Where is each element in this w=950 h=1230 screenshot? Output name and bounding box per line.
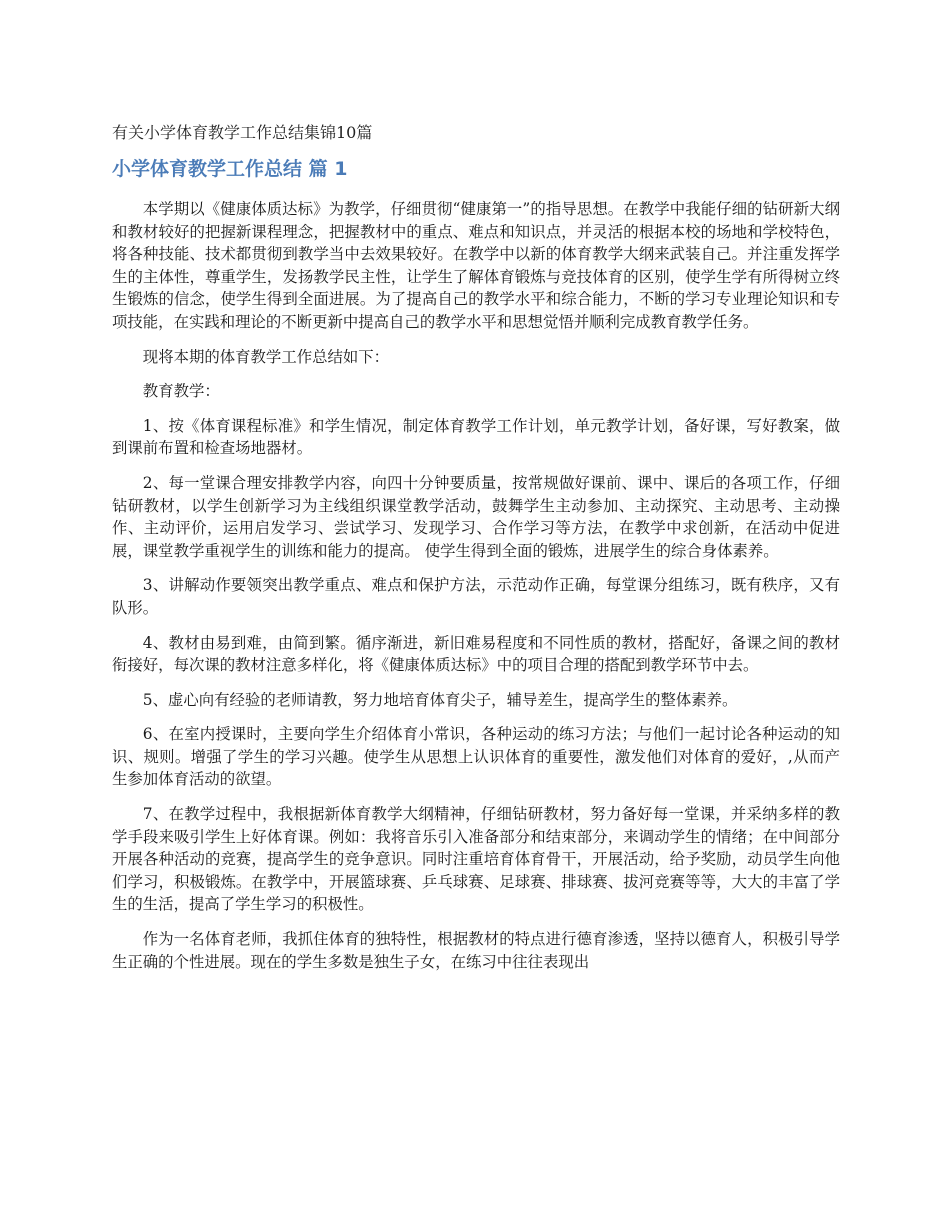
- paragraph-4: 1、按《体育课程标准》和学生情况，制定体育教学工作计划，单元教学计划，备好课，写好教案，做到课前布置和检查场地器材。: [112, 416, 840, 458]
- paragraph-3: 教育教学：: [142, 382, 220, 401]
- paragraph-2: 现将本期的体育教学工作总结如下：: [142, 347, 390, 366]
- paragraph-6: 3、讲解动作要领突出教学重点、难点和保护方法，示范动作正确，每堂课分组练习，既有秩序，又有队形。: [112, 576, 840, 617]
- paragraph-10: 7、在教学过程中，我根据新体育教学大纲精神，仔细钻研教材，努力备好每一堂课，并采纳多样的教学手段来吸引学生上好体育课。例如：我将音乐引入准备部分和结束部分，来调动学生的情绪；在中间部分开展各种活动的竞赛，提高学生的竞争意识。同时注重培育体育骨干，开展活动，给予奖励，动员学生向他们学习，积极锻炼。在教学中，开展篮球赛、乒乓球赛、足球赛、排球赛、拔河竞赛等等，大大的丰富了学生的生活，提高了学生学习的积极性。: [112, 805, 840, 914]
- paragraph-7: 4、教材由易到难，由简到繁。循序渐进，新旧难易程度和不同性质的教材，搭配好，备课之间的教材衔接好，每次课的教材注意多样化，将《健康体质达标》中的项目合理的搭配到教学环节中去。: [112, 633, 840, 675]
- paragraph-1: 本学期以《健康体质达标》为教学，仔细贯彻“健康第一”的指导思想。在教学中我能仔细的钻研新大纲和教材较好的把握新课程理念，把握教材中的重点、难点和知识点，并灵活的根据本校的场地和学校特色，将各种技能、技术都贯彻到教学当中去效果较好。在教学中以新的体育教学大纲来武装自己。并注重发挥学生的主体性，尊重学生，发扬教学民主性，让学生了解体育锻炼与竞技体育的区别，使学生学有所得树立终生锻炼的信念，使学生得到全面进展。为了提高自己的教学水平和综合能力，不断的学习专业理论知识和专项技能，在实践和理论的不断更新中提高自己的教学水平和思想觉悟并顺利完成教育教学任务。: [112, 200, 840, 331]
- document-page: [112, 120, 840, 985]
- paragraph-8: 5、虚心向有经验的老师请教，努力地培育体育尖子，辅导差生，提高学生的整体素养。: [142, 690, 738, 709]
- document-title: 有关小学体育教学工作总结集锦10篇: [112, 123, 373, 142]
- paragraph-11: 作为一名体育老师，我抓住体育的独特性，根据教材的特点进行德育渗透，坚持以德育人，积极引导学生正确的个性进展。现在的学生多数是独生子女，在练习中往往表现出: [112, 930, 840, 971]
- paragraph-9: 6、在室内授课时，主要向学生介绍体育小常识，各种运动的练习方法；与他们一起讨论各种运动的知识、规则。增强了学生的学习兴趣。使学生从思想上认识体育的重要性，激发他们对体育的爱好，,从而产生参加体育活动的欲望。: [112, 725, 840, 789]
- section-heading: 小学体育教学工作总结 篇 1: [112, 158, 348, 180]
- paragraph-5: 2、每一堂课合理安排教学内容，向四十分钟要质量，按常规做好课前、课中、课后的各项工作，仔细钻研教材，以学生创新学习为主线组织课堂教学活动，鼓舞学生主动参加、主动探究、主动思考、主动操作、主动评价，运用启发学习、尝试学习、发现学习、合作学习等方法，在教学中求创新，在活动中促进展，课堂教学重视学生的训练和能力的提高。 使学生得到全面的锻炼，进展学生的综合身体素养。: [112, 473, 840, 560]
